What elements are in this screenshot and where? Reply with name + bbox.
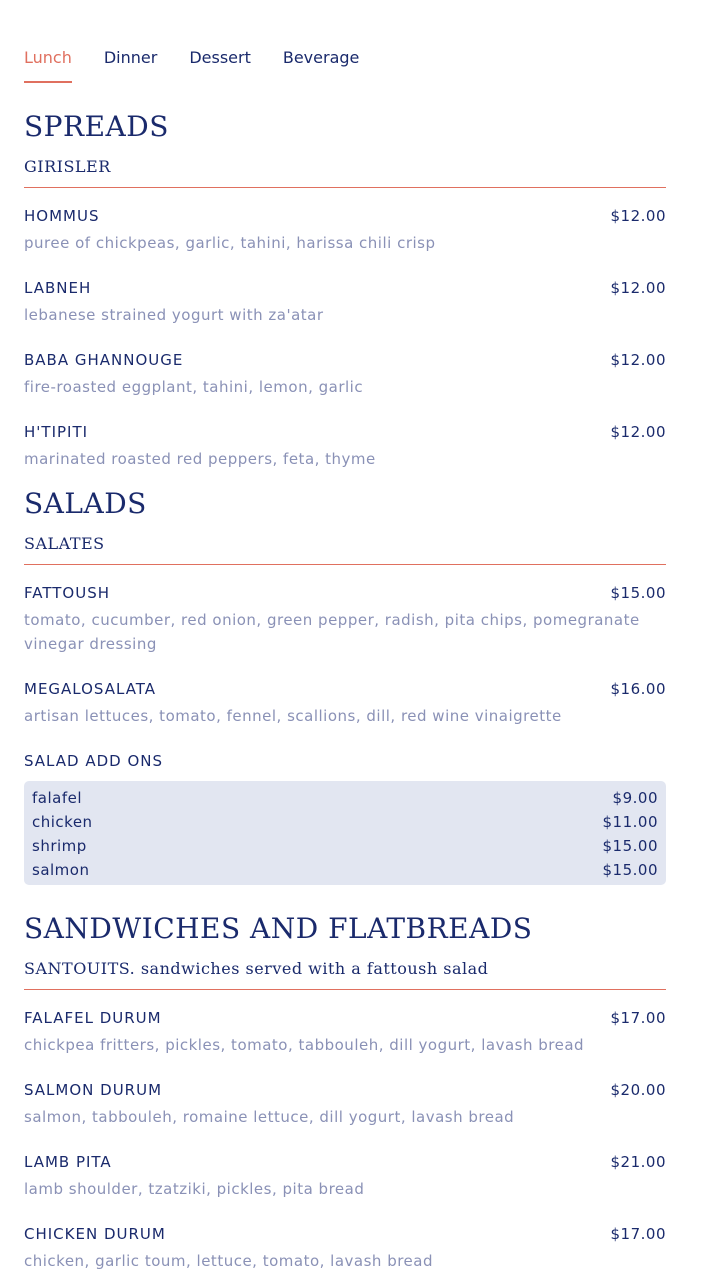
menu-item-description: fire-roasted eggplant, tahini, lemon, garlic: [24, 378, 364, 396]
menu-item-price: $12.00: [610, 207, 666, 225]
menu-item-name: BABA GHANNOUGE: [24, 351, 184, 369]
salad-addons-list: [24, 781, 666, 885]
section-divider: [24, 989, 666, 990]
menu-item-description: chicken, garlic toum, lettuce, tomato, lavash bread: [24, 1252, 433, 1270]
menu-item-description: artisan lettuces, tomato, fennel, scallions, dill, red wine vinaigrette: [24, 707, 562, 725]
menu-item-price: $12.00: [610, 279, 666, 297]
tab-beverage[interactable]: Beverage: [282, 48, 360, 67]
menu-item-price: $21.00: [610, 1153, 666, 1171]
tab-dinner[interactable]: Dinner: [103, 48, 158, 67]
addon-price: $15.00: [602, 837, 658, 855]
menu-item-description: puree of chickpeas, garlic, tahini, harissa chili crisp: [24, 234, 436, 252]
addon-price: $9.00: [612, 789, 658, 807]
tab-dessert[interactable]: Dessert: [189, 48, 251, 67]
section-title-salads: SALADS: [24, 487, 147, 520]
menu-item-name: H'TIPITI: [24, 423, 89, 441]
menu-item-price: $12.00: [610, 351, 666, 369]
menu-item-description: marinated roasted red peppers, feta, thyme: [24, 450, 376, 468]
addon-name: shrimp: [32, 837, 87, 855]
section-subtitle-salads: SALATES: [24, 534, 105, 553]
menu-item-name: FALAFEL DURUM: [24, 1009, 162, 1027]
tab-lunch[interactable]: Lunch: [24, 46, 72, 83]
menu-item-name: LABNEH: [24, 279, 92, 297]
menu-item-price: $12.00: [610, 423, 666, 441]
menu-item-description: salmon, tabbouleh, romaine lettuce, dill yogurt, lavash bread: [24, 1108, 515, 1126]
menu-item-description: tomato, cucumber, red onion, green pepper, radish, pita chips, pomegranate vinegar dressing: [24, 611, 640, 653]
menu-item-price: $17.00: [610, 1009, 666, 1027]
menu-item-name: MEGALOSALATA: [24, 680, 157, 698]
section-divider: [24, 564, 666, 565]
menu-item-description: lamb shoulder, tzatziki, pickles, pita bread: [24, 1180, 365, 1198]
menu-item-description: lebanese strained yogurt with za'atar: [24, 306, 324, 324]
addon-price: $15.00: [602, 861, 658, 879]
addon-name: falafel: [32, 789, 83, 807]
menu-tabs: [24, 46, 391, 83]
addon-row: [32, 858, 658, 882]
menu-item-name: FATTOUSH: [24, 584, 110, 602]
menu-item-price: $20.00: [610, 1081, 666, 1099]
menu-item-price: $15.00: [610, 584, 666, 602]
section-title-sandwiches: SANDWICHES AND FLATBREADS: [24, 912, 533, 945]
addon-row: [32, 834, 658, 858]
menu-item-name: SALMON DURUM: [24, 1081, 163, 1099]
addon-row: [32, 810, 658, 834]
menu-item-name: LAMB PITA: [24, 1153, 112, 1171]
addon-name: salmon: [32, 861, 90, 879]
section-divider: [24, 187, 666, 188]
addon-price: $11.00: [602, 813, 658, 831]
menu-item-description: chickpea fritters, pickles, tomato, tabbouleh, dill yogurt, lavash bread: [24, 1036, 585, 1054]
salad-addons-label: SALAD ADD ONS: [24, 752, 164, 770]
menu-item-name: CHICKEN DURUM: [24, 1225, 166, 1243]
section-subtitle-spreads: GIRISLER: [24, 157, 111, 176]
addon-name: chicken: [32, 813, 93, 831]
menu-item-name: HOMMUS: [24, 207, 100, 225]
menu-item-price: $17.00: [610, 1225, 666, 1243]
menu-item-price: $16.00: [610, 680, 666, 698]
section-title-spreads: SPREADS: [24, 110, 169, 143]
addon-row: [32, 786, 658, 810]
section-subtitle-sandwiches: SANTOUITS. sandwiches served with a fattoush salad: [24, 959, 489, 978]
